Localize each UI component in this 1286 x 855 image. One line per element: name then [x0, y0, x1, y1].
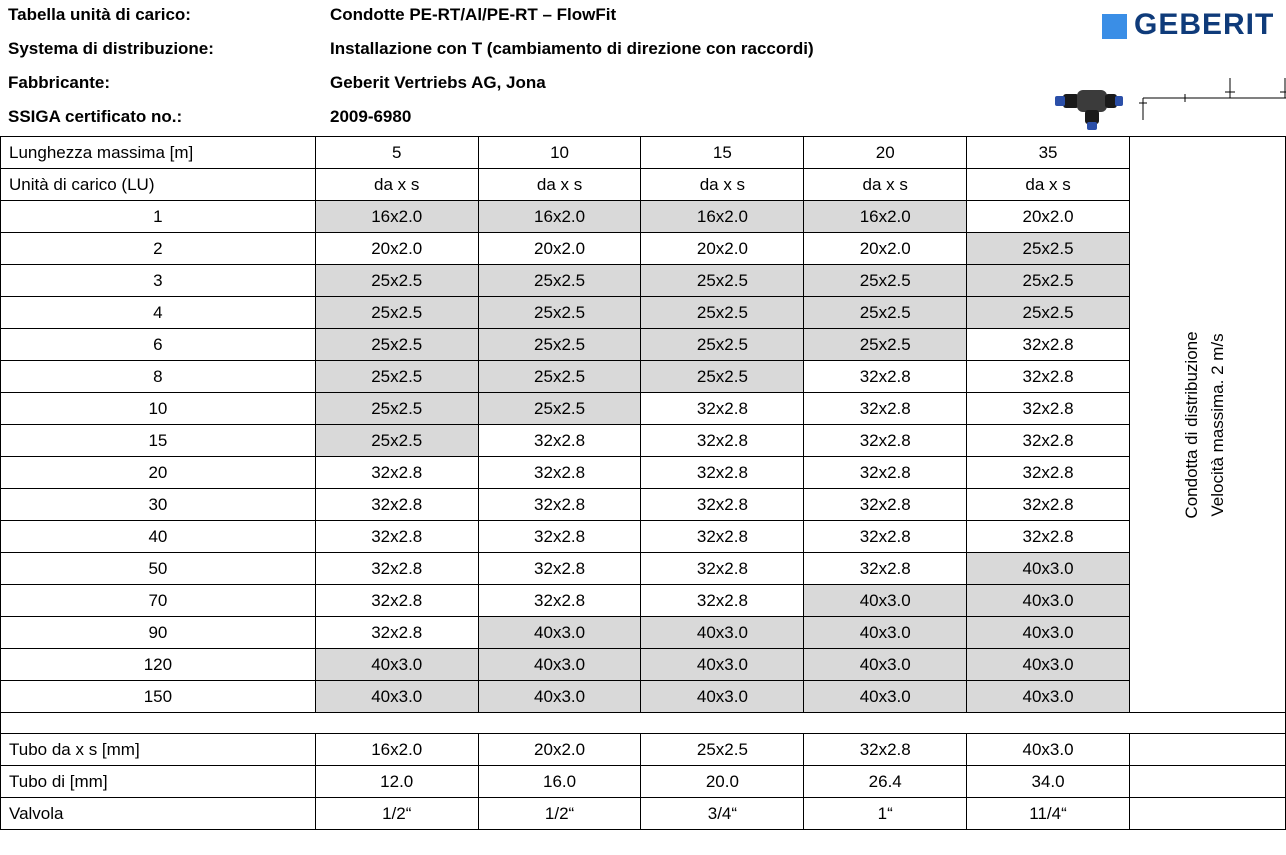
- header-label: Systema di distribuzione:: [8, 39, 214, 58]
- pipe-size-cell: 40x3.0: [641, 617, 804, 649]
- load-unit-value: 20: [1, 457, 316, 489]
- geberit-logo: [1102, 8, 1286, 46]
- table-row: [1, 521, 1286, 553]
- load-unit-value: 30: [1, 489, 316, 521]
- pipe-size-cell: 32x2.8: [804, 553, 967, 585]
- pipe-size-cell: 25x2.5: [804, 265, 967, 297]
- load-unit-value: 120: [1, 649, 316, 681]
- pipe-size-cell: 32x2.8: [478, 585, 641, 617]
- table-row: [1, 617, 1286, 649]
- load-unit-table: [0, 136, 1286, 830]
- table-row: [1, 457, 1286, 489]
- side-note-line2: Velocità massima. 2 m/s: [1207, 332, 1227, 517]
- pipe-size-cell: 16x2.0: [315, 201, 478, 233]
- footer-value: 25x2.5: [641, 734, 804, 766]
- length-value: 20: [804, 137, 967, 169]
- pipe-size-cell: 32x2.8: [804, 521, 967, 553]
- header-label: Fabbricante:: [8, 73, 111, 92]
- pipe-size-cell: 16x2.0: [641, 201, 804, 233]
- footer-value: 16x2.0: [315, 734, 478, 766]
- pipe-size-cell: 32x2.8: [967, 521, 1130, 553]
- pipe-size-cell: 32x2.8: [315, 457, 478, 489]
- footer-value: 20.0: [641, 766, 804, 798]
- pipe-size-cell: 25x2.5: [641, 297, 804, 329]
- pipe-size-cell: 32x2.8: [804, 489, 967, 521]
- table-row: [1, 393, 1286, 425]
- footer-value: 20x2.0: [478, 734, 641, 766]
- pipe-size-cell: 16x2.0: [478, 201, 641, 233]
- side-note-line1: Condotta di distribuzione: [1181, 330, 1201, 519]
- pipe-size-cell: 32x2.8: [478, 425, 641, 457]
- load-unit-value: 6: [1, 329, 316, 361]
- pipe-size-cell: 40x3.0: [315, 649, 478, 681]
- units-row: [1, 169, 1286, 201]
- table-row: [1, 329, 1286, 361]
- dim-header: da x s: [967, 169, 1130, 201]
- pipe-size-cell: 25x2.5: [641, 265, 804, 297]
- pipe-size-cell: 40x3.0: [804, 585, 967, 617]
- footer-row: [1, 798, 1286, 830]
- pipe-size-cell: 25x2.5: [478, 393, 641, 425]
- pipe-size-cell: 40x3.0: [967, 681, 1130, 713]
- pipe-size-cell: 32x2.8: [478, 457, 641, 489]
- footer-value: 12.0: [315, 766, 478, 798]
- pipe-size-cell: 32x2.8: [641, 553, 804, 585]
- footer-value: 1/2“: [315, 798, 478, 830]
- dim-header: da x s: [315, 169, 478, 201]
- pipe-size-cell: 20x2.0: [967, 201, 1130, 233]
- footer-value: 16.0: [478, 766, 641, 798]
- pipe-size-cell: 32x2.8: [641, 425, 804, 457]
- pipe-size-cell: 25x2.5: [315, 297, 478, 329]
- footer-empty-cell: [1129, 766, 1285, 798]
- load-unit-value: 2: [1, 233, 316, 265]
- header-value: 2009-6980: [330, 107, 412, 126]
- dim-header: da x s: [641, 169, 804, 201]
- footer-empty-cell: [1129, 734, 1285, 766]
- side-note: [1179, 331, 1231, 518]
- pipe-size-cell: 25x2.5: [315, 425, 478, 457]
- load-unit-value: 3: [1, 265, 316, 297]
- load-unit-value: 1: [1, 201, 316, 233]
- pipe-size-cell: 25x2.5: [967, 297, 1130, 329]
- pipe-size-cell: 25x2.5: [315, 393, 478, 425]
- spacer-row: [1, 713, 1286, 734]
- table-row: [1, 681, 1286, 713]
- pipe-size-cell: 32x2.8: [478, 553, 641, 585]
- pipe-size-cell: 40x3.0: [967, 585, 1130, 617]
- dim-header: da x s: [804, 169, 967, 201]
- pipe-size-cell: 32x2.8: [315, 553, 478, 585]
- pipe-size-cell: 20x2.0: [804, 233, 967, 265]
- pipe-size-cell: 25x2.5: [641, 329, 804, 361]
- table-row: [1, 585, 1286, 617]
- footer-value: 3/4“: [641, 798, 804, 830]
- pipe-size-cell: 25x2.5: [478, 361, 641, 393]
- pipe-size-cell: 32x2.8: [641, 457, 804, 489]
- logo-wordmark: GEBERIT: [1134, 8, 1275, 41]
- table-row: [1, 489, 1286, 521]
- pipe-size-cell: 32x2.8: [804, 361, 967, 393]
- pipe-size-cell: 40x3.0: [967, 617, 1130, 649]
- pipe-size-cell: 32x2.8: [315, 585, 478, 617]
- pipe-size-cell: 25x2.5: [967, 233, 1130, 265]
- pipe-size-cell: 32x2.8: [967, 361, 1130, 393]
- document-header: [0, 0, 1286, 136]
- pipe-size-cell: 32x2.8: [478, 521, 641, 553]
- footer-value: 1/2“: [478, 798, 641, 830]
- pipe-size-cell: 20x2.0: [315, 233, 478, 265]
- pipe-size-cell: 32x2.8: [478, 489, 641, 521]
- pipe-size-cell: 40x3.0: [804, 681, 967, 713]
- table-row: [1, 361, 1286, 393]
- pipe-size-cell: 40x3.0: [967, 649, 1130, 681]
- length-label: Lunghezza massima [m]: [1, 137, 316, 169]
- length-value: 5: [315, 137, 478, 169]
- units-label: Unità di carico (LU): [1, 169, 316, 201]
- pipe-size-cell: 25x2.5: [478, 329, 641, 361]
- header-value: Geberit Vertriebs AG, Jona: [330, 73, 546, 92]
- pipe-size-cell: 32x2.8: [967, 425, 1130, 457]
- pipe-size-cell: 25x2.5: [641, 361, 804, 393]
- pipe-size-cell: 40x3.0: [804, 617, 967, 649]
- pipe-size-cell: 25x2.5: [315, 329, 478, 361]
- pipe-size-cell: 40x3.0: [967, 553, 1130, 585]
- pipe-size-cell: 40x3.0: [478, 681, 641, 713]
- pipe-size-cell: 32x2.8: [641, 585, 804, 617]
- tee-fitting-icon: [1055, 78, 1286, 136]
- footer-value: 40x3.0: [967, 734, 1130, 766]
- pipe-size-cell: 32x2.8: [967, 393, 1130, 425]
- load-unit-value: 90: [1, 617, 316, 649]
- pipe-size-cell: 32x2.8: [315, 489, 478, 521]
- pipe-size-cell: 40x3.0: [478, 617, 641, 649]
- load-unit-value: 40: [1, 521, 316, 553]
- pipe-size-cell: 32x2.8: [967, 329, 1130, 361]
- table-row: [1, 297, 1286, 329]
- length-value: 15: [641, 137, 804, 169]
- pipe-size-cell: 25x2.5: [478, 265, 641, 297]
- pipe-size-cell: 32x2.8: [641, 521, 804, 553]
- header-label: Tabella unità di carico:: [8, 5, 191, 24]
- pipe-size-cell: 20x2.0: [641, 233, 804, 265]
- load-unit-value: 70: [1, 585, 316, 617]
- footer-row: [1, 766, 1286, 798]
- pipe-size-cell: 32x2.8: [641, 489, 804, 521]
- pipe-size-cell: 32x2.8: [315, 617, 478, 649]
- header-row-table-name: [0, 0, 1060, 34]
- footer-label: Tubo di [mm]: [1, 766, 316, 798]
- table-row: [1, 233, 1286, 265]
- table-row: [1, 201, 1286, 233]
- side-note-cell: [1129, 137, 1285, 713]
- pipe-size-cell: 25x2.5: [804, 297, 967, 329]
- pipe-size-cell: 40x3.0: [478, 649, 641, 681]
- pipe-size-cell: 32x2.8: [804, 425, 967, 457]
- pipe-size-cell: 40x3.0: [315, 681, 478, 713]
- footer-row: [1, 734, 1286, 766]
- pipe-size-cell: 25x2.5: [315, 265, 478, 297]
- pipe-size-cell: 32x2.8: [967, 457, 1130, 489]
- pipe-size-cell: 32x2.8: [804, 457, 967, 489]
- header-value: Installazione con T (cambiamento di direzione con raccordi): [330, 39, 814, 58]
- pipe-size-cell: 40x3.0: [804, 649, 967, 681]
- pipe-size-cell: 32x2.8: [804, 393, 967, 425]
- pipe-size-cell: 25x2.5: [315, 361, 478, 393]
- pipe-size-cell: 40x3.0: [641, 681, 804, 713]
- load-unit-value: 8: [1, 361, 316, 393]
- header-row-manufacturer: [0, 68, 1060, 102]
- footer-empty-cell: [1129, 798, 1285, 830]
- spacer-cell: [1, 713, 1286, 734]
- footer-label: Tubo da x s [mm]: [1, 734, 316, 766]
- logo-square-icon: [1102, 14, 1127, 39]
- pipe-size-cell: 25x2.5: [478, 297, 641, 329]
- load-unit-value: 15: [1, 425, 316, 457]
- dim-header: da x s: [478, 169, 641, 201]
- pipe-size-cell: 25x2.5: [967, 265, 1130, 297]
- header-value: Condotte PE-RT/Al/PE-RT – FlowFit: [330, 5, 617, 24]
- pipe-size-cell: 32x2.8: [967, 489, 1130, 521]
- pipe-size-cell: 25x2.5: [804, 329, 967, 361]
- header-row-system: [0, 34, 1060, 68]
- pipe-size-cell: 32x2.8: [641, 393, 804, 425]
- footer-value: 32x2.8: [804, 734, 967, 766]
- footer-value: 26.4: [804, 766, 967, 798]
- pipe-size-cell: 16x2.0: [804, 201, 967, 233]
- header-label: SSIGA certificato no.:: [8, 107, 183, 126]
- footer-value: 1“: [804, 798, 967, 830]
- length-row: [1, 137, 1286, 169]
- pipe-size-cell: 32x2.8: [315, 521, 478, 553]
- pipe-size-cell: 20x2.0: [478, 233, 641, 265]
- header-row-certificate: [0, 102, 1060, 136]
- table-row: [1, 265, 1286, 297]
- pipe-size-cell: 40x3.0: [641, 649, 804, 681]
- length-value: 10: [478, 137, 641, 169]
- load-unit-value: 4: [1, 297, 316, 329]
- footer-value: 34.0: [967, 766, 1130, 798]
- table-row: [1, 553, 1286, 585]
- load-unit-value: 10: [1, 393, 316, 425]
- table-row: [1, 649, 1286, 681]
- load-unit-value: 150: [1, 681, 316, 713]
- footer-label: Valvola: [1, 798, 316, 830]
- footer-value: 11/4“: [967, 798, 1130, 830]
- load-unit-value: 50: [1, 553, 316, 585]
- table-row: [1, 425, 1286, 457]
- length-value: 35: [967, 137, 1130, 169]
